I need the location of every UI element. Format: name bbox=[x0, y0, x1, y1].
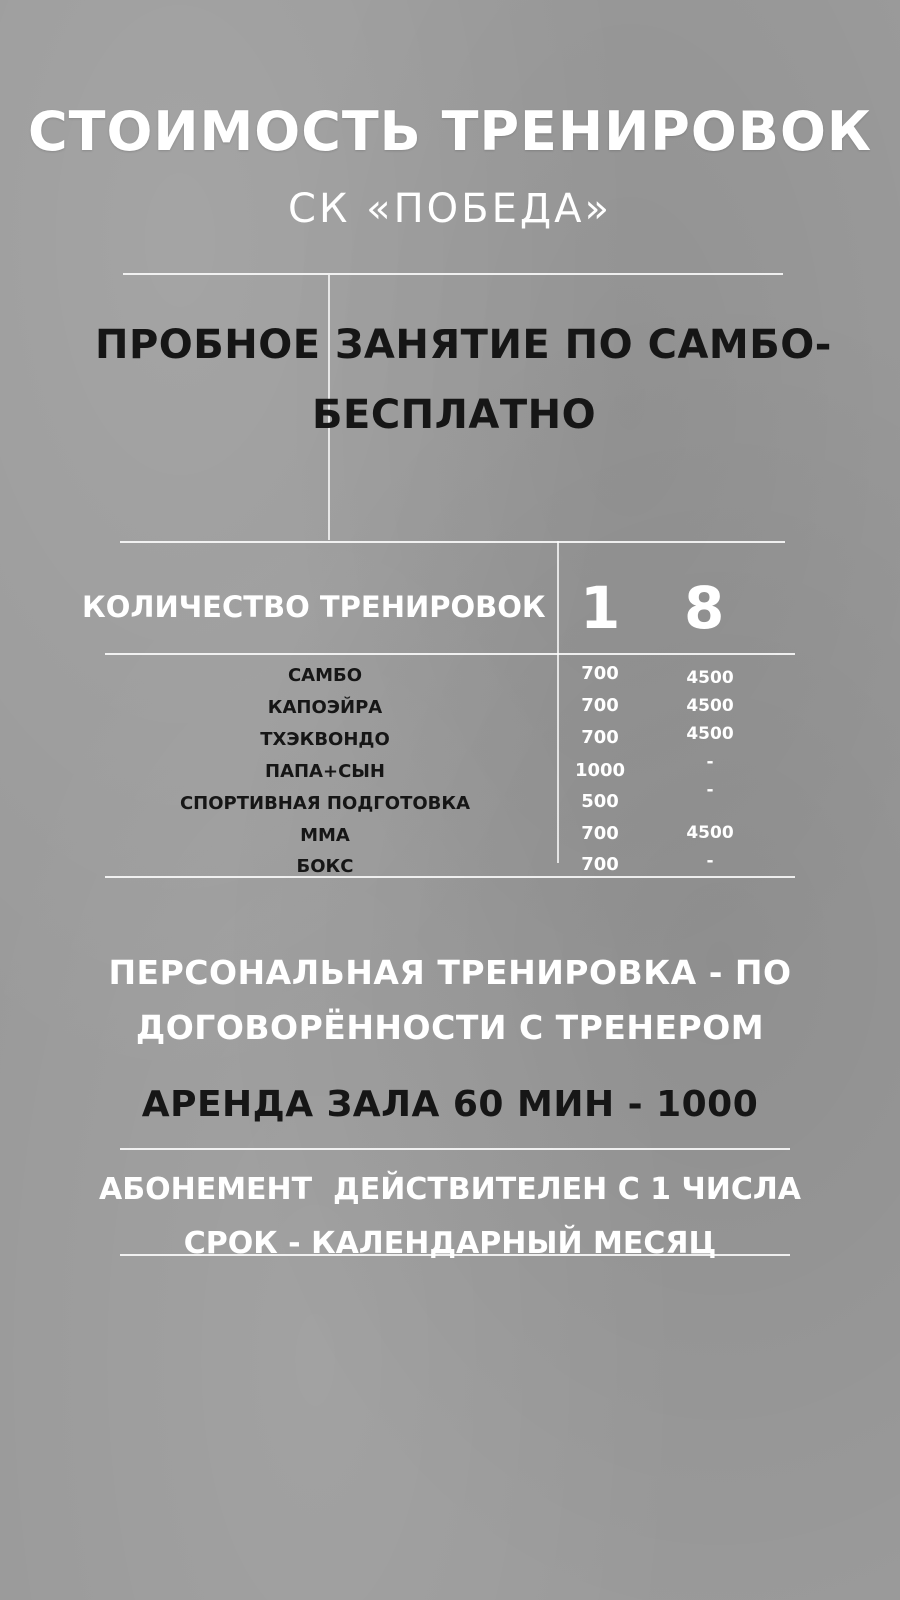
row-price-single: 1000 bbox=[574, 760, 626, 781]
row-price-single: 700 bbox=[581, 663, 619, 684]
trial-line-2: БЕСПЛАТНО bbox=[312, 392, 597, 438]
column-header-1: 1 bbox=[580, 574, 621, 642]
personal-training-line-1: ПЕРСОНАЛЬНАЯ ТРЕНИРОВКА - ПО bbox=[108, 953, 792, 992]
divider-vertical-table bbox=[557, 541, 559, 863]
row-price-single: 700 bbox=[581, 854, 619, 875]
row-price-eight: 4500 bbox=[686, 724, 734, 744]
row-price-single: 700 bbox=[581, 823, 619, 844]
row-price-eight: - bbox=[706, 851, 714, 871]
row-discipline: БОКС bbox=[296, 856, 354, 877]
column-header-8: 8 bbox=[684, 574, 725, 642]
club-name: СК «ПОБЕДА» bbox=[288, 186, 612, 232]
row-discipline: ПАПА+СЫН bbox=[265, 761, 385, 782]
divider-subscription-top bbox=[120, 1148, 790, 1150]
row-discipline: СПОРТИВНАЯ ПОДГОТОВКА bbox=[179, 793, 471, 814]
row-price-eight: - bbox=[706, 752, 714, 772]
divider-top bbox=[123, 273, 783, 275]
subscription-validity: АБОНЕМЕНТ ДЕЙСТВИТЕЛЕН С 1 ЧИСЛА bbox=[99, 1172, 801, 1207]
row-price-eight: 4500 bbox=[686, 696, 734, 716]
row-price-eight: 4500 bbox=[686, 823, 734, 843]
row-discipline: ММА bbox=[300, 825, 350, 846]
divider-table-header bbox=[105, 653, 795, 655]
page-title: СТОИМОСТЬ ТРЕНИРОВОК bbox=[27, 100, 872, 163]
row-discipline: КАПОЭЙРА bbox=[267, 697, 383, 718]
training-count-label: КОЛИЧЕСТВО ТРЕНИРОВОК bbox=[82, 590, 546, 624]
hall-rent-price: АРЕНДА ЗАЛА 60 МИН - 1000 bbox=[141, 1084, 759, 1125]
row-price-single: 700 bbox=[581, 727, 619, 748]
personal-training-line-2: ДОГОВОРЁННОСТИ С ТРЕНЕРОМ bbox=[135, 1008, 765, 1047]
divider-table-top bbox=[120, 541, 785, 543]
row-discipline: САМБО bbox=[287, 665, 363, 686]
row-price-eight: 4500 bbox=[686, 668, 734, 688]
row-price-single: 500 bbox=[581, 791, 619, 812]
row-price-single: 700 bbox=[581, 695, 619, 716]
row-price-eight: - bbox=[706, 780, 714, 800]
subscription-term: СРОК - КАЛЕНДАРНЫЙ МЕСЯЦ bbox=[183, 1226, 717, 1261]
trial-line-1: ПРОБНОЕ ЗАНЯТИЕ ПО САМБО- bbox=[95, 322, 832, 368]
row-discipline: ТХЭКВОНДО bbox=[260, 729, 390, 750]
